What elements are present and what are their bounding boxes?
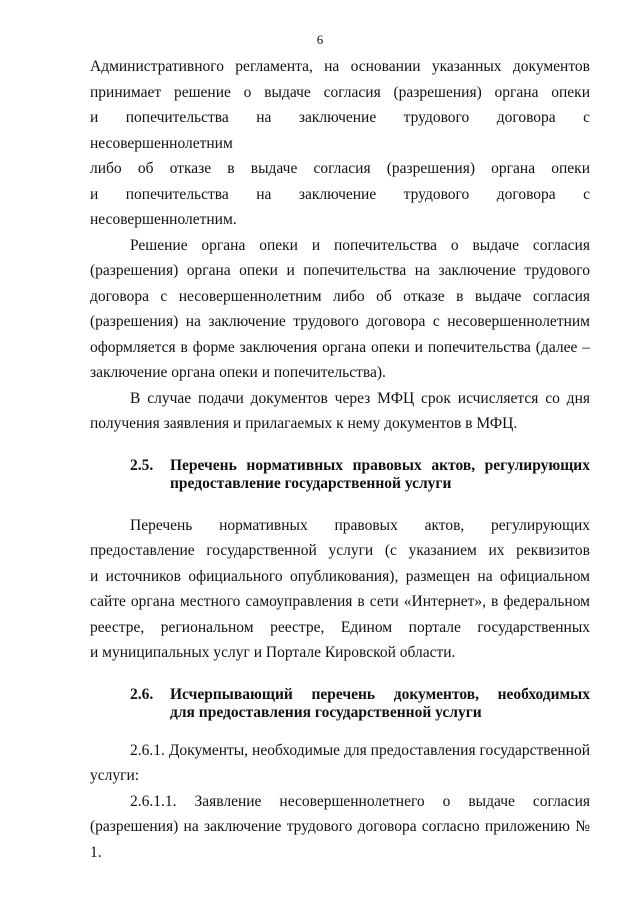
text-line: предоставление государственной услуги (с указанием их реквизитов	[90, 542, 590, 559]
text-line: заключение органа опеки и попечительства).	[90, 364, 386, 381]
text-line: (разрешения) на заключение трудового договора согласно приложению № 1.	[90, 818, 590, 861]
text-line: Решение органа опеки и попечительства о выдаче согласия	[130, 236, 590, 254]
paragraph-5	[90, 738, 590, 789]
paragraph-1	[90, 54, 590, 233]
text-line: и муниципальных услуг и Портале Кировской области.	[90, 644, 456, 661]
text-line: либо об отказе в выдаче согласия (разрешения) органа опеки	[90, 160, 590, 177]
text-line: и источников официального опубликования), размещен на официальном	[90, 567, 590, 585]
section-title-line: для предоставления государственной услуги	[170, 703, 482, 721]
text-line: сайте органа местного самоуправления в сети «Интернет», в федеральном	[90, 593, 590, 610]
text-line: получения заявления и прилагаемых к нему документов в МФЦ.	[90, 415, 518, 432]
text-line: 2.6.1.1. Заявление несовершеннолетнего о выдаче согласия	[130, 792, 590, 810]
text-line: реестре, региональном реестре, Едином портале государственных	[90, 618, 590, 636]
text-line: (разрешения) органа опеки и попечительства на заключение трудового	[90, 262, 590, 279]
text-line: Административного регламента, на основании указанных документов	[90, 58, 590, 75]
section-title-line: предоставление государственной услуги	[170, 474, 452, 492]
section-title-line: Исчерпывающий перечень документов, необходимых	[170, 685, 590, 703]
text-line: и попечительства на заключение трудового договора с несовершеннолетним	[90, 109, 590, 152]
page-number: 6	[316, 32, 324, 47]
paragraph-4	[90, 513, 590, 666]
section-heading-2-5	[90, 457, 590, 493]
text-line: услуги:	[90, 767, 140, 784]
text-line: (разрешения) на заключение трудового договора с несовершеннолетним	[90, 313, 590, 330]
paragraph-3	[90, 386, 590, 437]
text-line: В случае подачи документов через МФЦ срок исчисляется со дня	[130, 389, 590, 407]
section-title-line: Перечень нормативных правовых актов, регулирующих	[170, 456, 590, 474]
paragraph-6	[90, 789, 590, 866]
section-heading-2-6	[90, 686, 590, 722]
section-number: 2.5.	[130, 456, 154, 474]
section-number: 2.6.	[130, 685, 154, 703]
document-body	[90, 54, 590, 865]
text-line: принимает решение о выдаче согласия (разрешения) органа опеки	[90, 83, 590, 101]
text-line: 2.6.1. Документы, необходимые для предоставления государственной	[130, 741, 590, 759]
text-line: оформляется в форме заключения органа опеки и попечительства (далее –	[90, 338, 590, 356]
paragraph-2	[90, 233, 590, 386]
text-line: договора с несовершеннолетним либо об отказе в выдаче согласия	[90, 287, 590, 305]
text-line: Перечень нормативных правовых актов, регулирующих	[130, 516, 590, 534]
text-line: и попечительства на заключение трудового договора с несовершеннолетним.	[90, 185, 590, 228]
